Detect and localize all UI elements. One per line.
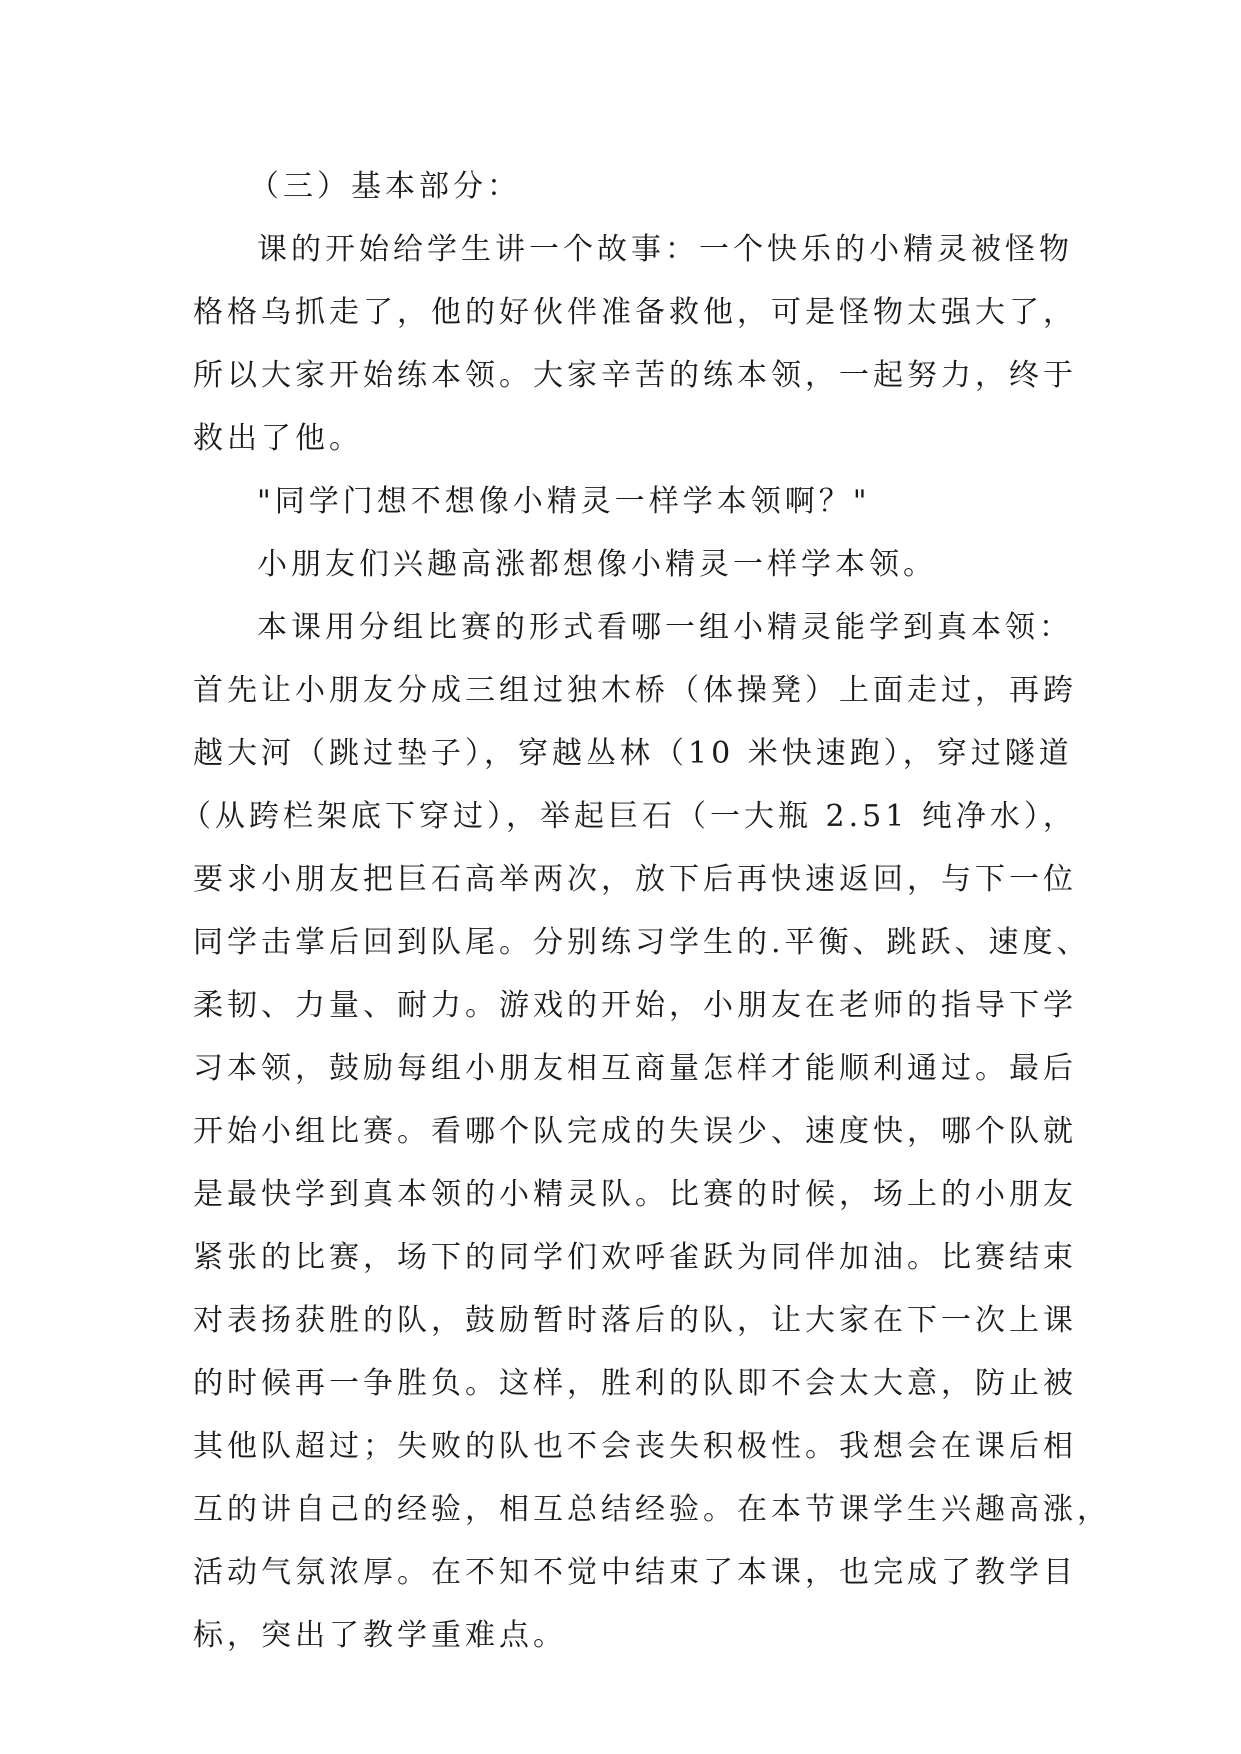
paragraph-line: 其他队超过；失败的队也不会丧失积极性。我想会在课后相 — [193, 1429, 1077, 1464]
paragraph-line: 本课用分组比赛的形式看哪一组小精灵能学到真本领： — [257, 610, 1073, 645]
paragraph-line: （从跨栏架底下穿过），举起巨石（一大瓶 2.51 纯净水）， — [181, 799, 1077, 834]
paragraph-line: 越大河（跳过垫子），穿越丛林（10 米快速跑），穿过隧道 — [193, 736, 1073, 771]
paragraph-line: 首先让小朋友分成三组过独木桥（体操凳）上面走过，再跨 — [193, 673, 1077, 708]
paragraph-line: 救出了他。 — [193, 421, 363, 456]
paragraph-line: 习本领，鼓励每组小朋友相互商量怎样才能顺利通过。最后 — [193, 1051, 1077, 1086]
paragraph-line: 标，突出了教学重难点。 — [193, 1618, 567, 1653]
paragraph-line: 互的讲自己的经验，相互总结经验。在本节课学生兴趣高涨， — [193, 1492, 1111, 1527]
paragraph-line: 开始小组比赛。看哪个队完成的失误少、速度快，哪个队就 — [193, 1114, 1077, 1149]
paragraph-line: 活动气氛浓厚。在不知不觉中结束了本课，也完成了教学目 — [193, 1555, 1077, 1590]
paragraph-line: 同学击掌后回到队尾。分别练习学生的.平衡、跳跃、速度、 — [193, 925, 1091, 960]
paragraph-line: 对表扬获胜的队，鼓励暂时落后的队，让大家在下一次上课 — [193, 1303, 1077, 1338]
paragraph-line: 格格乌抓走了，他的好伙伴准备救他，可是怪物太强大了， — [193, 295, 1077, 330]
paragraph-line: 柔韧、力量、耐力。游戏的开始，小朋友在老师的指导下学 — [193, 988, 1077, 1023]
document-body — [181, 155, 1111, 1667]
paragraph-line: 小朋友们兴趣高涨都想像小精灵一样学本领。 — [257, 547, 937, 582]
paragraph-line: 要求小朋友把巨石高举两次，放下后再快速返回，与下一位 — [193, 862, 1077, 897]
paragraph-line: 紧张的比赛，场下的同学们欢呼雀跃为同伴加油。比赛结束 — [193, 1240, 1077, 1275]
paragraph-line: 所以大家开始练本领。大家辛苦的练本领，一起努力，终于 — [193, 358, 1077, 393]
paragraph-line: 的时候再一争胜负。这样，胜利的队即不会太大意，防止被 — [193, 1366, 1077, 1401]
paragraph-line: 是最快学到真本领的小精灵队。比赛的时候，场上的小朋友 — [193, 1177, 1077, 1212]
quote-line: "同学门想不想像小精灵一样学本领啊？" — [257, 484, 871, 519]
section-heading: （三）基本部分： — [249, 169, 521, 204]
paragraph-line: 课的开始给学生讲一个故事：一个快乐的小精灵被怪物 — [257, 232, 1073, 267]
